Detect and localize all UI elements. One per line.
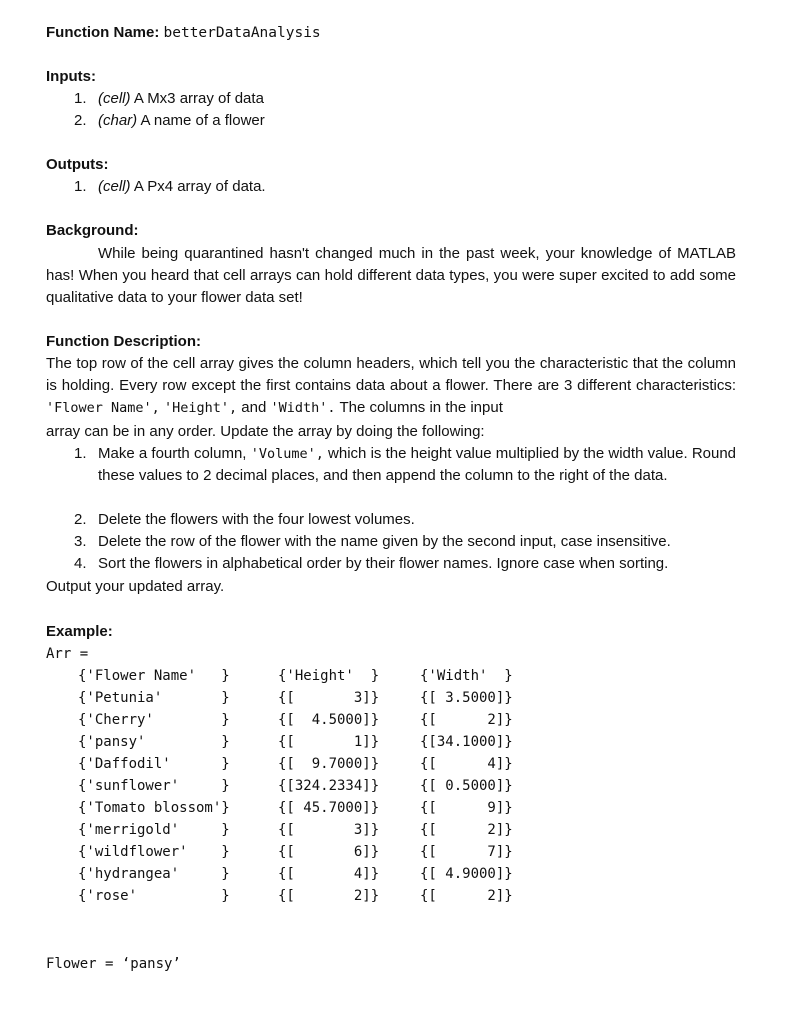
cell-name: {'hydrangea' }	[78, 866, 230, 882]
input-2-text: A name of a flower	[140, 112, 265, 129]
description-text-c: array can be in any order. Update the array by doing the following:	[46, 423, 485, 440]
cell-name: {'Tomato blossom'}	[78, 800, 230, 816]
cell-height: {'Height' }	[278, 668, 380, 684]
cell-width: {[ 2]}	[420, 712, 513, 728]
cell-name: {'merrigold' }	[78, 822, 230, 838]
code-width: 'Width'.	[270, 400, 336, 416]
example-heading: Example:	[46, 623, 113, 640]
background-heading: Background:	[46, 222, 139, 239]
cell-width: {[ 2]}	[420, 822, 513, 838]
cell-name: {'pansy' }	[78, 734, 230, 750]
step-2: Delete the flowers with the four lowest volumes.	[98, 511, 415, 528]
cell-height: {[ 3]}	[278, 690, 380, 706]
function-name-line	[46, 23, 321, 43]
code-flower-name: 'Flower Name',	[46, 400, 160, 416]
cell-name: {'Petunia' }	[78, 690, 230, 706]
step-3-number: 3.	[74, 533, 87, 550]
input-1-text: A Mx3 array of data	[133, 90, 264, 107]
code-volume: 'Volume',	[250, 446, 324, 462]
input-2	[98, 110, 265, 132]
cell-height: {[ 9.7000]}	[278, 756, 380, 772]
code-height: 'Height',	[163, 400, 238, 416]
cell-height: {[ 1]}	[278, 734, 380, 750]
description-and: and	[241, 399, 267, 416]
output-1-type: (cell)	[98, 178, 131, 195]
description-paragraph	[46, 353, 736, 419]
cell-name: {'Daffodil' }	[78, 756, 230, 772]
cell-name: {'wildflower' }	[78, 844, 230, 860]
step-1-number: 1.	[74, 445, 87, 462]
cell-width: {[ 3.5000]}	[420, 690, 513, 706]
outputs-heading: Outputs:	[46, 156, 109, 173]
cell-width: {[ 7]}	[420, 844, 513, 860]
step-4-number: 4.	[74, 555, 87, 572]
step-1-text-b: which is the height value multiplied by the width value. Round these values to 2 decimal places, and then append the column to the right of the data.	[98, 445, 737, 484]
input-1-number: 1.	[74, 90, 87, 107]
cell-height: {[ 45.7000]}	[278, 800, 380, 816]
input-2-number: 2.	[74, 112, 87, 129]
arr-label: Arr =	[46, 646, 89, 662]
cell-name: {'sunflower' }	[78, 778, 230, 794]
step-4: Sort the flowers in alphabetical order by their flower names. Ignore case when sorting.	[98, 555, 669, 572]
cell-height: {[ 2]}	[278, 888, 380, 904]
description-text-a: The top row of the cell array gives the column headers, which tell you the characteristic that the column is holding. Every row except the first contains data about a flower. There are 3 different characteristics:	[46, 355, 736, 394]
step-2-number: 2.	[74, 511, 87, 528]
output-1-number: 1.	[74, 178, 87, 195]
input-1	[98, 88, 264, 110]
function-name-value: betterDataAnalysis	[163, 25, 321, 41]
cell-width: {[34.1000]}	[420, 734, 513, 750]
inputs-heading: Inputs:	[46, 68, 96, 85]
description-text-b: The columns in the input	[339, 399, 503, 416]
cell-width: {[ 4.9000]}	[420, 866, 513, 882]
description-heading: Function Description:	[46, 333, 201, 350]
flower-input-line: Flower = ‘pansy’	[46, 956, 181, 972]
output-1-text: A Px4 array of data.	[133, 178, 266, 195]
cell-width: {'Width' }	[420, 668, 513, 684]
cell-width: {[ 9]}	[420, 800, 513, 816]
step-3: Delete the row of the flower with the name given by the second input, case insensitive.	[98, 533, 671, 550]
background-paragraph: While being quarantined hasn't changed much in the past week, your knowledge of MATLAB has! When you heard that cell arrays can hold different data types, you were super excited to add some qualitative data to your flower data set!	[46, 245, 736, 306]
step-1	[98, 443, 736, 487]
output-1	[98, 176, 266, 198]
step-1-text-a: Make a fourth column,	[98, 445, 247, 462]
cell-name: {'Flower Name' }	[78, 668, 230, 684]
cell-name: {'rose' }	[78, 888, 230, 904]
cell-name: {'Cherry' }	[78, 712, 230, 728]
input-1-type: (cell)	[98, 90, 131, 107]
cell-width: {[ 0.5000]}	[420, 778, 513, 794]
cell-width: {[ 4]}	[420, 756, 513, 772]
cell-height: {[ 3]}	[278, 822, 380, 838]
cell-height: {[ 6]}	[278, 844, 380, 860]
output-updated-array: Output your updated array.	[46, 578, 225, 595]
cell-height: {[324.2334]}	[278, 778, 380, 794]
cell-height: {[ 4.5000]}	[278, 712, 380, 728]
cell-height: {[ 4]}	[278, 866, 380, 882]
input-2-type: (char)	[98, 112, 138, 129]
function-name-label: Function Name:	[46, 24, 160, 41]
cell-width: {[ 2]}	[420, 888, 513, 904]
